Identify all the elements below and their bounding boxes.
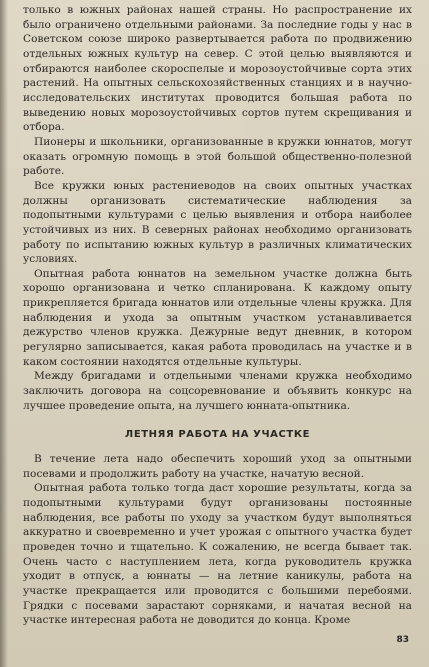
paragraph-4: Опытная работа юннатов на земельном участке должна быть хорошо организована и четко спланирована. К каждому опыту прикрепляется бригада юннатов или отдельные члены кружка. Для наблюдения и ухода за опытным участком устанавливается дежурство членов кружка. Дежурные ведут дневник, в котором регулярно записывается, какая работа проводилась на участке и в каком состоянии находятся отдельные культуры.: [23, 267, 412, 368]
paragraph-5: Между бригадами и отдельными членами кружка необходимо заключить договора на соцсоревнование и объявить конкурс на лучшее проведение опыта, на лучшего юнната-опытника.: [23, 370, 412, 412]
body-text: [23, 3, 412, 628]
paragraph-3: Все кружки юных растениеводов на своих опытных участках должны организовать систематические наблюдения за подопытными культурами с целью выявления и отбора наиболее устойчивых из них. В северных районах необходимо организовать работу по испытанию южных культур в различных климатических условиях.: [23, 179, 412, 266]
paragraph-2: Пионеры и школьники, организованные в кружки юннатов, могут оказать огромную помощь в этой большой общественно-полезной работе.: [23, 135, 412, 178]
paragraph-1: только в южных районах нашей страны. Но распространение их было ограничено отдельными районами. За последние годы у нас в Советском союзе широко развертывается работа по продвижению отдельных южных культур на север. С этой целью выявляются и отбираются наиболее скороспелые и морозоустойчивые сорта этих растений. На опытных сельскохозяйственных станциях и в научно-исследовательских институтах проводится большая работа по выведению новых морозоустойчивых сортов путем скрещивания и отбора.: [23, 4, 412, 134]
section-heading: ЛЕТНЯЯ РАБОТА НА УЧАСТКЕ: [124, 429, 311, 441]
paragraph-6: В течение лета надо обеспечить хороший уход за опытными посевами и продолжить работу на участке, начатую весной.: [23, 453, 412, 480]
paragraph-7: Опытная работа только тогда даст хорошие результаты, когда за подопытными культурами будут организованы постоянные наблюдения, все работы по уходу за участком будут выполняться аккуратно и своевременно и учет урожая с опытного участка будет проведен точно и тщательно. К сожалению, не всегда бывает так. Очень часто с наступлением лета, когда руководитель кружка уходит в отпуск, а юннаты — на летние каникулы, работа на участке прекращается или проводится с большими перебоями. Грядки с посевами зарастают сорняками, и начатая весной на участке интересная работа не доводится до конца. Кроме: [23, 482, 412, 627]
page-number: 83: [396, 635, 409, 645]
